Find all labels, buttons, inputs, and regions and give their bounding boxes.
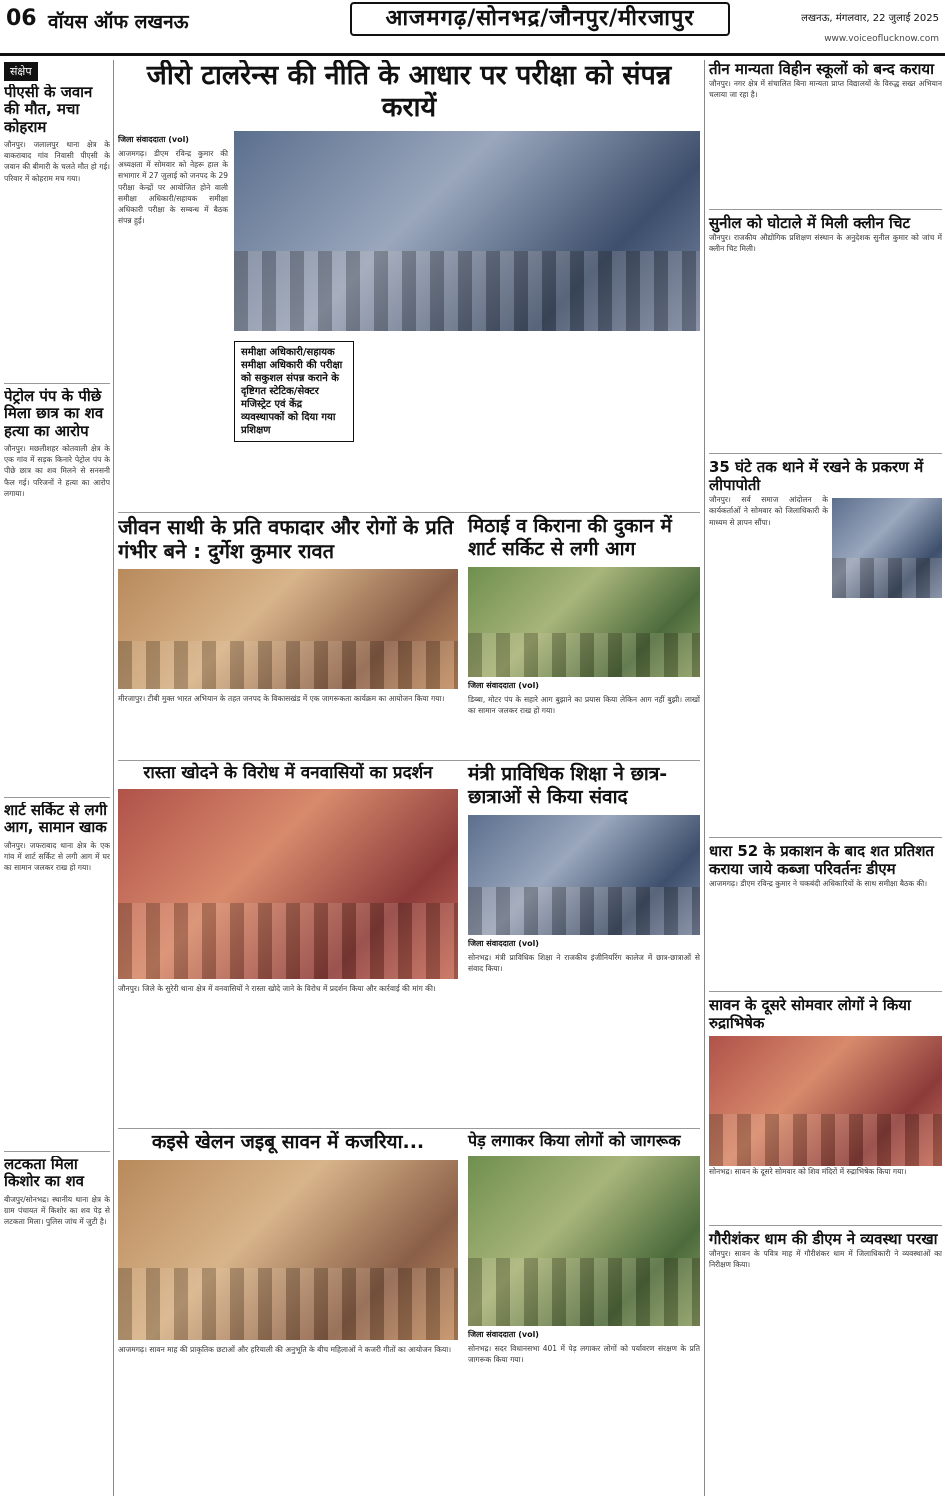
portrait-photo: [832, 498, 942, 598]
awareness-photo: [118, 569, 458, 689]
lead-headline: जीरो टालरेन्स की नीति के आधार पर परीक्षा को संपन्न करायें: [146, 60, 672, 124]
right-story: [709, 996, 942, 1226]
side-story: [4, 388, 110, 798]
row-three: [118, 760, 700, 1120]
sidebar-tag: संक्षेप: [4, 62, 38, 81]
fire-dateline: जिला संवाददाता (vol): [468, 680, 539, 690]
fire-headline: मिठाई व किराना की दुकान में शार्ट सर्किट से लगी आग: [468, 515, 672, 560]
row-four: [118, 1128, 700, 1494]
right-column: [704, 60, 942, 1496]
shop-photo: [468, 567, 700, 677]
right-story: [709, 1230, 942, 1275]
right-story-headline: सुनील को घोटाले में मिली क्लीन चिट: [709, 214, 911, 232]
side-story-text: जौनपुर। जलालपुर थाना क्षेत्र के बाकराबाद गांव निवासी पीएसी के जवान की बीमारी के चलते मौत हो गई। परिवार में कोहराम मच गया।: [4, 139, 110, 183]
side-story-headline: शार्ट सर्किट से लगी आग, सामान खाक: [4, 802, 108, 837]
side-story: [4, 84, 110, 384]
side-story-headline: पेट्रोल पंप के पीछे मिला छात्र का शव हत्या का आरोप: [4, 388, 104, 440]
side-story-headline: पीएसी के जवान की मौत, मचा कोहराम: [4, 84, 93, 136]
side-story-text: जौनपुर। मछलीशहर कोतवाली क्षेत्र के एक गांव में सड़क किनारे पेट्रोल पंप के पीछे छात्र का शव मिलने से सनसनी फैल गई। परिजनों ने हत्या का आरोप लगाया।: [4, 443, 110, 498]
life-headline: जीवन साथी के प्रति वफादार और रोगों के प्रति गंभीर बने : दुर्गेश कुमार रावत: [118, 515, 454, 563]
minister-photo: [468, 815, 700, 935]
kajri-text: आजमगढ़। सावन माह की प्राकृतिक छटाओं और हरियाली की अनुभूति के बीच महिलाओं ने कजरी गीतों का आयोजन किया।: [118, 1344, 452, 1354]
masthead: [0, 0, 945, 56]
page-number: 06: [6, 6, 37, 31]
protest-text: जौनपुर। जिले के सुरेरी थाना क्षेत्र में वनवासियों ने रास्ता खोदे जाने के विरोध में प्रदर्शन किया और कार्रवाई की मांग की।: [118, 984, 436, 994]
right-story: [709, 842, 942, 992]
lead-photo-caption: समीक्षा अधिकारी/सहायक समीक्षा अधिकारी की परीक्षा को सकुशल संपन्न कराने के दृष्टिगत स्टेटिक/सेक्टर मजिस्ट्रेट एवं केंद्र व्यवस्थापकों को दिया गया प्रशिक्षण: [234, 341, 354, 442]
main-column: [118, 60, 700, 1496]
side-story: [4, 802, 110, 1152]
kajri-photo: [118, 1160, 458, 1340]
right-story-headline: गौरीशंकर धाम की डीएम ने व्यवस्था परखा: [709, 1230, 938, 1248]
right-story-text: जौनपुर। नगर क्षेत्र में संचालित बिना मान्यता प्राप्त विद्यालयों के विरुद्ध सख्त अभियान चलाया जा रहा है।: [709, 79, 942, 100]
lead-dateline: जिला संवाददाता (vol): [118, 134, 189, 144]
right-story-headline: तीन मान्यता विहीन स्कूलों को बन्द कराया: [709, 60, 935, 78]
right-story-text: जौनपुर। सर्व समाज आंदोलन के कार्यकर्ताओं ने सोमवार को जिलाधिकारी के माध्यम से ज्ञापन सौंपा।: [709, 495, 828, 527]
side-story: [4, 1156, 110, 1231]
right-story-text: जौनपुर। राजकीय औद्योगिक प्रशिक्षण संस्थान के अनुदेशक सुनील कुमार को जांच में क्लीन चिट मिली।: [709, 233, 942, 254]
minister-dateline: जिला संवाददाता (vol): [468, 938, 539, 948]
right-story-headline: 35 घंटे तक थाने में रखने के प्रकरण में लीपापोती: [709, 458, 924, 494]
tree-planting-photo: [468, 1156, 700, 1326]
side-story-headline: लटकता मिला किशोर का शव: [4, 1156, 85, 1191]
paper-name: वॉयस ऑफ लखनऊ: [48, 11, 189, 33]
right-story-headline: धारा 52 के प्रकाशन के बाद शत प्रतिशत कराया जाये कब्जा परिवर्तनः डीएम: [709, 842, 934, 878]
row-two: [118, 512, 700, 752]
lead-text: आजमगढ़। डीएम रविन्द्र कुमार की अध्यक्षता में सोमवार को नेहरू हाल के सभागार में 27 जुलाई को जनपद के 29 परीक्षा केन्द्रों पर आयोजित होने वाली समीक्षा अधिकारी/सहायक समीक्षा अधिकारी परीक्षा के सम्बन्ध में बैठक संपन्न हुई।: [118, 148, 228, 226]
right-story-text: जौनपुर। सावन के पवित्र माह में गौरीशंकर धाम में जिलाधिकारी ने व्यवस्थाओं का निरीक्षण किया।: [709, 1249, 942, 1270]
sidebar: [4, 60, 114, 1496]
kajri-headline: कइसे खेलन जइबू सावन में कजरिया...: [151, 1131, 425, 1153]
region-banner: आजमगढ़/सोनभद्र/जौनपुर/मीरजापुर: [350, 2, 730, 36]
right-story: [709, 214, 942, 454]
issue-date: लखनऊ, मंगलवार, 22 जुलाई 2025: [801, 13, 939, 24]
protest-headline: रास्ता खोदने के विरोध में वनवासियों का प्रदर्शन: [143, 763, 433, 783]
trees-text: सोनभद्र। सदर विधानसभा 401 में पेड़ लगाकर लोगों को पर्यावरण संरक्षण के प्रति जागरूक किया गया।: [468, 1344, 700, 1365]
right-story-headline: सावन के दूसरे सोमवार लोगों ने किया रुद्राभिषेक: [709, 996, 911, 1032]
side-story-text: जौनपुर। जफराबाद थाना क्षेत्र के एक गांव में शार्ट सर्किट से लगी आग में घर का सामान जलकर राख हो गया।: [4, 840, 110, 872]
right-story: [709, 458, 942, 838]
side-story-text: बीजपुर/सोनभद्र। स्थानीय थाना क्षेत्र के ग्राम पंचायत में किशोर का शव पेड़ से लटकता मिला। पुलिस जांच में जुटी है।: [4, 1194, 110, 1226]
meeting-photo: [234, 131, 700, 331]
trees-dateline: जिला संवाददाता (vol): [468, 1330, 539, 1340]
right-story-text: आजमगढ़। डीएम रविन्द्र कुमार ने चकबंदी अधिकारियों के साथ समीक्षा बैठक की।: [709, 879, 928, 888]
fire-text: डिब्बा, मोटर पंप के सहारे आग बुझाने का प्रयास किया लेकिन आग नहीं बुझी। लाखों का सामान जलकर राख हो गया।: [468, 694, 700, 715]
minister-headline: मंत्री प्राविधिक शिक्षा ने छात्र-छात्राओं से किया संवाद: [468, 763, 668, 808]
right-story-text: सोनभद्र। सावन के दूसरे सोमवार को शिव मंदिरों में रुद्राभिषेक किया गया।: [709, 1167, 907, 1176]
temple-photo: [709, 1036, 942, 1166]
website-link[interactable]: www.voiceoflucknow.com: [824, 34, 939, 44]
right-story: [709, 60, 942, 210]
protest-photo: [118, 789, 458, 979]
life-text: मीरजापुर। टीबी मुक्त भारत अभियान के तहत जनपद के विकासखंड में एक जागरूकता कार्यक्रम का आयोजन किया गया।: [118, 694, 445, 703]
trees-headline: पेड़ लगाकर किया लोगों को जागरूक: [468, 1131, 681, 1150]
minister-text: सोनभद्र। मंत्री प्राविधिक शिक्षा ने राजकीय इंजीनियरिंग कालेज में छात्र-छात्राओं से संवाद किया।: [468, 952, 700, 973]
lead-story: [118, 60, 700, 510]
